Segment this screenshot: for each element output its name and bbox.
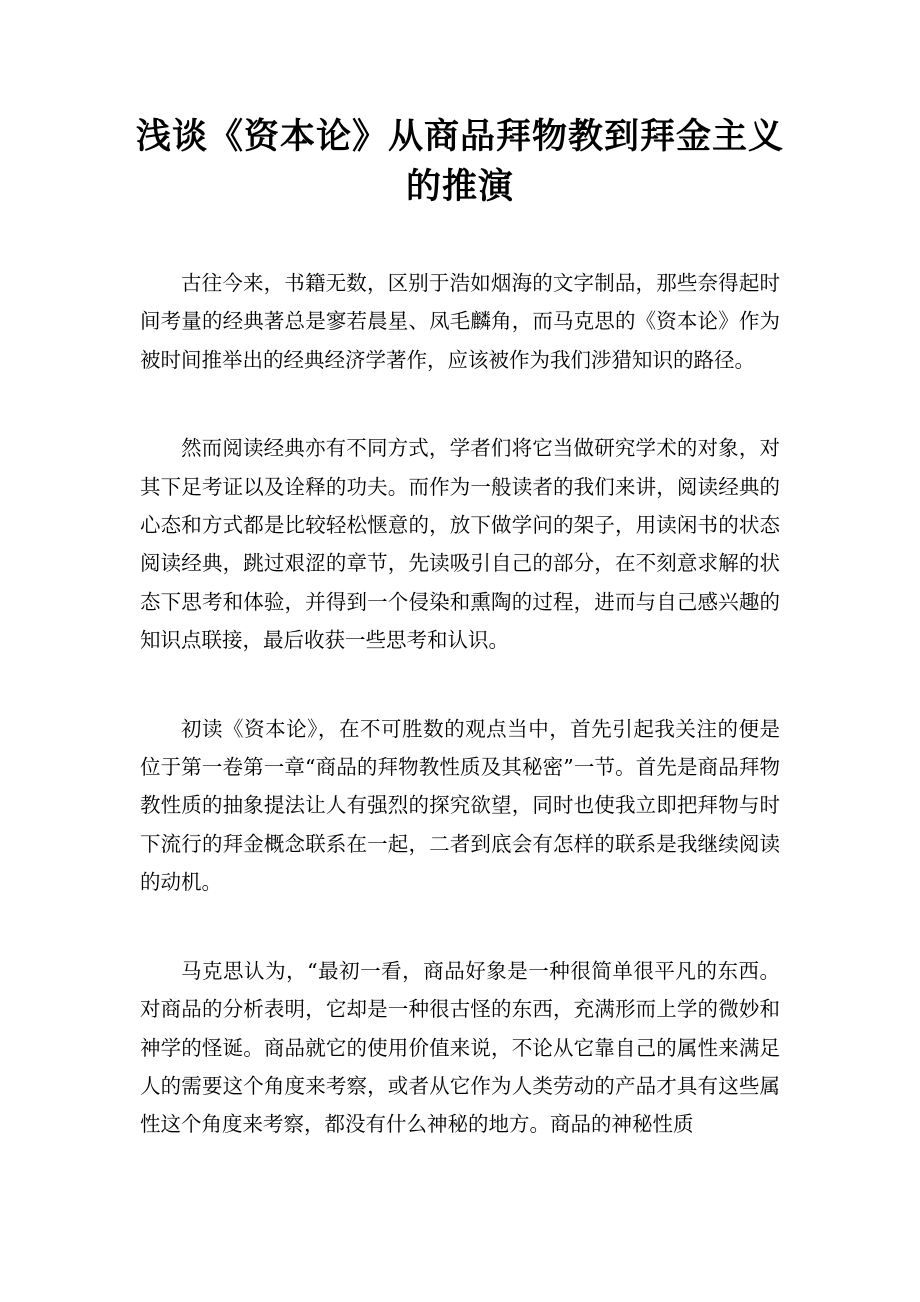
paragraph: 马克思认为，“最初一看，商品好象是一种很简单很平凡的东西。对商品的分析表明，它却是一种很古怪的东西，充满形而上学的微妙和神学的怪诞。商品就它的使用价值来说，不论从它靠自己的属性来满足人的需要这个角度来考察，或者从它作为人类劳动的产品才具有这些属性这个角度来考察，都没有什么神秘的地方。商品的神秘性质 <box>140 958 780 1137</box>
document-body <box>140 264 780 1194</box>
paragraph: 古往今来，书籍无数，区别于浩如烟海的文字制品，那些奈得起时间考量的经典著总是寥若晨星、凤毛麟角，而马克思的《资本论》作为被时间推举出的经典经济学著作，应该被作为我们涉猎知识的路径。 <box>140 271 780 372</box>
document-title: 浅谈《资本论》从商品拜物教到拜金主义的推演 <box>135 116 784 207</box>
paragraph: 初读《资本论》，在不可胜数的观点当中，首先引起我关注的便是位于第一卷第一章“商品的拜物教性质及其秘密”一节。首先是商品拜物教性质的抽象提法让人有强烈的探究欲望，同时也使我立即把拜物与时下流行的拜金概念联系在一起，二者到底会有怎样的联系是我继续阅读的动机。 <box>140 716 780 895</box>
paragraph: 然而阅读经典亦有不同方式，学者们将它当做研究学术的对象，对其下足考证以及诠释的功夫。而作为一般读者的我们来讲，阅读经典的心态和方式都是比较轻松惬意的，放下做学问的架子，用读闲书的状态阅读经典，跳过艰涩的章节，先读吸引自己的部分，在不刻意求解的状态下思考和体验，并得到一个侵染和熏陶的过程，进而与自己感兴趣的知识点联接，最后收获一些思考和认识。 <box>140 436 780 653</box>
